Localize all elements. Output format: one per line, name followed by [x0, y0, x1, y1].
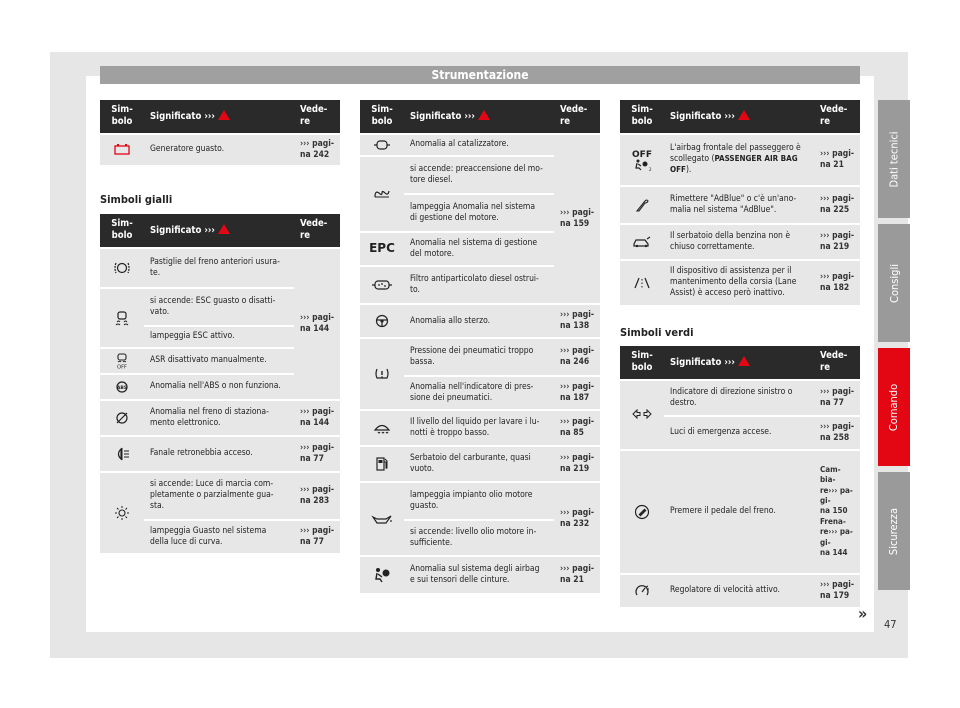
- row-text: Anomalia nel sistema di gestione del motore.: [404, 232, 554, 266]
- row-text: Il serbatoio della benzina non è chiuso correttamente.: [664, 224, 814, 260]
- row-text: L'airbag frontale del passeggero è scollegato (PASSENGER AIR BAG OFF).: [664, 134, 814, 186]
- page-number: 47: [884, 618, 897, 631]
- table-row: [360, 338, 600, 376]
- row-text: si accende: livello olio motore in- sufficiente.: [404, 520, 554, 556]
- row-text: Anomalia nell'indicatore di pres- sione dei pneumatici.: [404, 376, 554, 410]
- tyre-pressure-icon: [360, 338, 404, 410]
- bulb-icon: [100, 472, 144, 554]
- page-link[interactable]: ››› pagi- na 77: [294, 436, 340, 472]
- page-link[interactable]: ››› pagi- na 179: [814, 574, 860, 608]
- washer-icon: [360, 410, 404, 446]
- svg-text:OFF: OFF: [632, 149, 652, 160]
- svg-text:ABS: ABS: [116, 385, 128, 391]
- tab-comando[interactable]: Comando: [878, 348, 910, 466]
- fuel-cap-icon: [620, 224, 664, 260]
- row-text: si accende: preaccensione del mo- tore diesel.: [404, 156, 554, 194]
- page-link[interactable]: ››› pagi- na 283: [294, 472, 340, 520]
- page-link[interactable]: ››› pagi- na 187: [554, 376, 600, 410]
- row-text: ASR disattivato manualmente.: [144, 348, 294, 374]
- esc-off-icon: [100, 348, 144, 374]
- page-link[interactable]: ››› pagi- na 182: [814, 260, 860, 306]
- green-symbols-table: [620, 346, 860, 609]
- svg-text:OFF: OFF: [117, 364, 127, 369]
- row-text: Indicatore di direzione sinistro o destro.: [664, 380, 814, 416]
- col-header-meaning: Significato ›››: [144, 100, 294, 134]
- table-row: [620, 380, 860, 416]
- row-text: Rimettere "AdBlue" o c'è un'ano- malia nel sistema "AdBlue".: [664, 186, 814, 224]
- table-row: [360, 446, 600, 482]
- col-header-meaning: Significato ›››: [664, 346, 814, 380]
- table-row: [360, 556, 600, 594]
- airbag-icon: [360, 556, 404, 594]
- table-row: [620, 450, 860, 574]
- abs-icon: [100, 374, 144, 400]
- table-row: [100, 248, 340, 288]
- page-link[interactable]: ››› pagi- na 77: [814, 380, 860, 416]
- row-text: Premere il pedale del freno.: [664, 450, 814, 574]
- col-header-symbol: Sim- bolo: [360, 100, 404, 134]
- page-link[interactable]: ››› pagi- na 159: [554, 134, 600, 305]
- page-link[interactable]: ››› pagi- na 144: [294, 248, 340, 400]
- row-text: lampeggia Guasto nel sistema della luce di curva.: [144, 520, 294, 554]
- table-row: [100, 400, 340, 436]
- esc-icon: [100, 288, 144, 348]
- warning-triangle-icon: [218, 110, 230, 120]
- cruise-icon: [620, 574, 664, 608]
- yellow-symbols-table-2: [360, 100, 600, 595]
- catalyst-icon: [360, 134, 404, 157]
- tab-sicurezza[interactable]: Sicurezza: [878, 472, 910, 590]
- page-link[interactable]: ››› pagi- na 77: [294, 520, 340, 554]
- warning-triangle-icon: [218, 224, 230, 234]
- row-text: Anomalia allo sterzo.: [404, 304, 554, 338]
- col-header-symbol: Sim- bolo: [620, 100, 664, 134]
- yellow-symbols-table: [100, 214, 340, 555]
- yellow-symbols-table-3: [620, 100, 860, 307]
- page-link[interactable]: ››› pagi- na 85: [554, 410, 600, 446]
- row-text: Serbatoio del carburante, quasi vuoto.: [404, 446, 554, 482]
- col-header-page: Vede- re: [554, 100, 600, 134]
- row-text: Il livello del liquido per lavare i lu- notti è troppo basso.: [404, 410, 554, 446]
- lane-assist-icon: [620, 260, 664, 306]
- fuel-icon: [360, 446, 404, 482]
- turn-signal-icon: [620, 380, 664, 450]
- page-link[interactable]: ››› pagi- na 144: [294, 400, 340, 436]
- svg-text:2: 2: [649, 166, 652, 172]
- adblue-icon: [620, 186, 664, 224]
- warning-triangle-icon: [478, 110, 490, 120]
- table-row: [100, 472, 340, 520]
- table-row: [620, 186, 860, 224]
- row-text: Anomalia sul sistema degli airbag e sui tensori delle cinture.: [404, 556, 554, 594]
- warning-triangle-icon: [738, 110, 750, 120]
- page-link[interactable]: Cam- bia- re››› pa- gi- na 150 Frena- re››› pa- gi- na 144: [814, 450, 860, 574]
- row-text: lampeggia impianto olio motore guasto.: [404, 482, 554, 520]
- row-text: Regolatore di velocità attivo.: [664, 574, 814, 608]
- brake-pads-icon: [100, 248, 144, 288]
- page-link[interactable]: ››› pagi- na 258: [814, 416, 860, 450]
- table-row: [100, 134, 340, 166]
- page-link[interactable]: ››› pagi- na 21: [554, 556, 600, 594]
- table-row: [620, 224, 860, 260]
- page-header: Strumentazione: [100, 66, 860, 84]
- col-header-page: Vede- re: [814, 346, 860, 380]
- col-header-page: Vede- re: [814, 100, 860, 134]
- row-text: si accende: ESC guasto o disatti- vato.: [144, 288, 294, 326]
- dpf-icon: [360, 266, 404, 304]
- row-text: Anomalia nel freno di staziona- mento elettronico.: [144, 400, 294, 436]
- row-text: Pastiglie del freno anteriori usura- te.: [144, 248, 294, 288]
- battery-icon: [100, 134, 144, 166]
- glow-plug-icon: [360, 156, 404, 232]
- tab-consigli[interactable]: Consigli: [878, 224, 910, 342]
- section-title-yellow: Simboli gialli: [100, 193, 173, 206]
- table-row: [620, 574, 860, 608]
- col-header-page: Vede- re: [294, 100, 340, 134]
- row-text: si accende: Luce di marcia com- pletamente o parzialmente gua- sta.: [144, 472, 294, 520]
- page-link[interactable]: ››› pagi- na 219: [554, 446, 600, 482]
- col-header-meaning: Significato ›››: [144, 214, 294, 248]
- col-header-meaning: Significato ›››: [404, 100, 554, 134]
- table-row: [620, 134, 860, 186]
- col-header-symbol: Sim- bolo: [100, 100, 144, 134]
- table-row: [360, 134, 600, 157]
- section-title-green: Simboli verdi: [620, 326, 694, 339]
- row-text: Filtro antiparticolato diesel ostrui- to.: [404, 266, 554, 304]
- table-row: [360, 304, 600, 338]
- table-row: [620, 260, 860, 306]
- tab-dati-tecnici[interactable]: Dati tecnici: [878, 100, 910, 218]
- warning-triangle-icon: [738, 356, 750, 366]
- red-symbols-table: [100, 100, 340, 167]
- row-text: Il dispositivo di assistenza per il mantenimento della corsia (Lane Assist) è acceso però inattivo.: [664, 260, 814, 306]
- row-text: Fanale retronebbia acceso.: [144, 436, 294, 472]
- row-text: Anomalia nell'ABS o non funziona.: [144, 374, 294, 400]
- epc-icon: EPC: [360, 232, 404, 266]
- airbag-off-icon: [620, 134, 664, 186]
- page-link[interactable]: ››› pagi- na 219: [814, 224, 860, 260]
- page-link[interactable]: ››› pagi- na 138: [554, 304, 600, 338]
- page-link[interactable]: ››› pagi- na 242: [294, 134, 340, 166]
- row-text: Pressione dei pneumatici troppo bassa.: [404, 338, 554, 376]
- col-header-symbol: Sim- bolo: [620, 346, 664, 380]
- row-text: Luci di emergenza accese.: [664, 416, 814, 450]
- col-header-symbol: Sim- bolo: [100, 214, 144, 248]
- row-text: Anomalia al catalizzatore.: [404, 134, 554, 157]
- continue-arrow-icon: »: [858, 604, 868, 623]
- page-link[interactable]: ››› pagi- na 232: [554, 482, 600, 556]
- row-text: Generatore guasto.: [144, 134, 294, 166]
- row-text: lampeggia ESC attivo.: [144, 326, 294, 348]
- col-header-meaning: Significato ›››: [664, 100, 814, 134]
- table-row: [360, 482, 600, 520]
- col-header-page: Vede- re: [294, 214, 340, 248]
- page-link[interactable]: ››› pagi- na 225: [814, 186, 860, 224]
- table-row: [360, 410, 600, 446]
- steering-icon: [360, 304, 404, 338]
- parking-brake-icon: [100, 400, 144, 436]
- table-row: [100, 436, 340, 472]
- page-link[interactable]: ››› pagi- na 21: [814, 134, 860, 186]
- row-text: lampeggia Anomalia nel sistema di gestione del motore.: [404, 194, 554, 232]
- page-link[interactable]: ››› pagi- na 246: [554, 338, 600, 376]
- rear-fog-icon: [100, 436, 144, 472]
- oil-can-icon: [360, 482, 404, 556]
- brake-pedal-icon: [620, 450, 664, 574]
